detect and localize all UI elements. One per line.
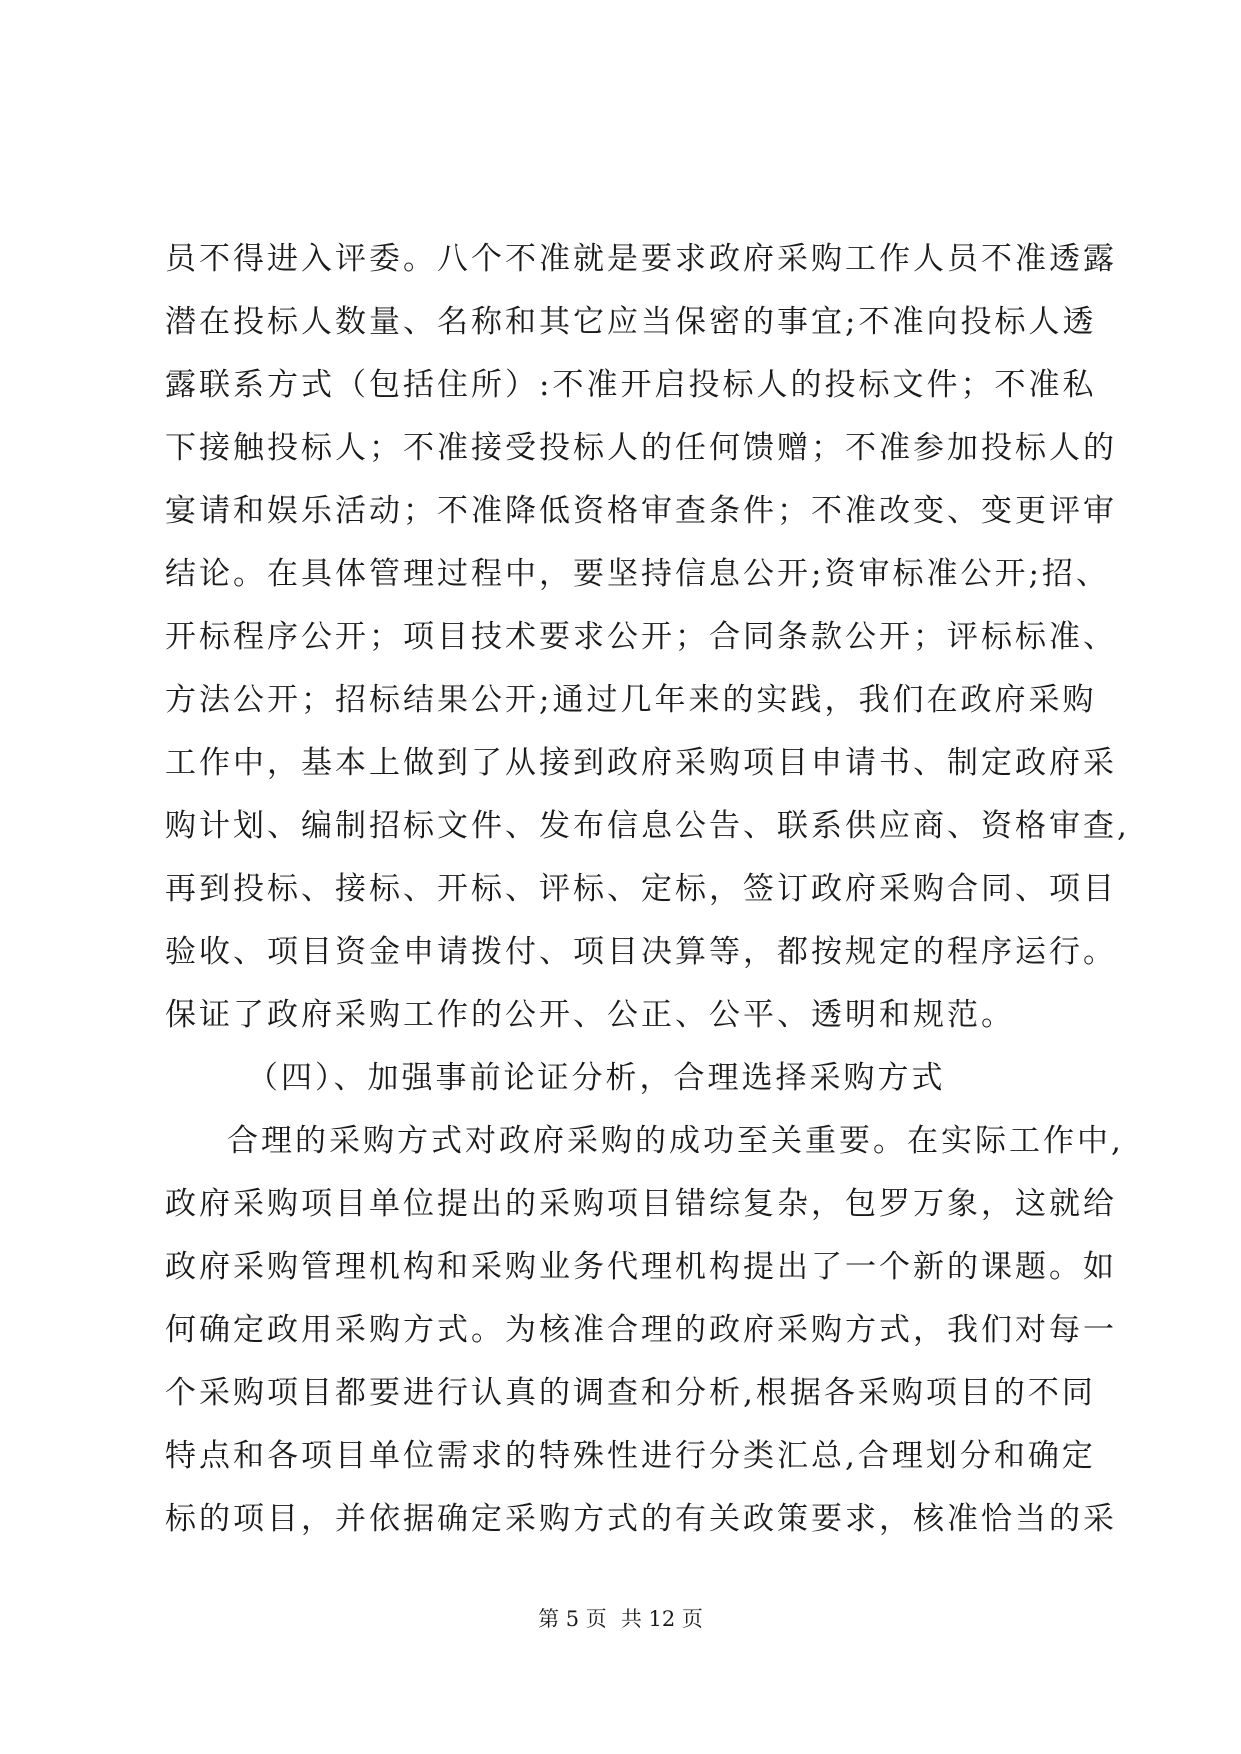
text-line: 何确定政用采购方式。为核准合理的政府采购方式，我们对每一 xyxy=(165,1312,1117,1348)
text-line: 露联系方式（包括住所）:不准开启投标人的投标文件；不准私 xyxy=(165,367,1097,403)
text-line: 政府采购管理机构和采购业务代理机构提出了一个新的课题。如 xyxy=(165,1249,1117,1285)
paragraph-first-line: 合理的采购方式对政府采购的成功至关重要。在实际工作中, xyxy=(227,1123,1124,1159)
text-line: 标的项目，并依据确定采购方式的有关政策要求，核准恰当的采 xyxy=(165,1501,1117,1537)
text-line: 工作中，基本上做到了从接到政府采购项目申请书、制定政府采 xyxy=(165,745,1117,781)
page-footer xyxy=(0,1604,1241,1634)
document-body xyxy=(165,228,1130,1551)
text-line: 潜在投标人数量、名称和其它应当保密的事宜;不准向投标人透 xyxy=(165,304,1097,340)
text-line: 购计划、编制招标文件、发布信息公告、联系供应商、资格审查, xyxy=(165,808,1130,844)
text-line: 宴请和娱乐活动；不准降低资格审查条件；不准改变、变更评审 xyxy=(165,493,1117,529)
page-number-total: 共 12 页 xyxy=(620,1607,703,1631)
text-line: 员不得进入评委。八个不准就是要求政府采购工作人员不准透露 xyxy=(165,241,1117,277)
text-line: 结论。在具体管理过程中，要坚持信息公开;资审标准公开;招、 xyxy=(165,556,1110,592)
text-line: 方法公开；招标结果公开;通过几年来的实践，我们在政府采购 xyxy=(165,682,1097,718)
section-heading: （四）、加强事前论证分析，合理选择采购方式 xyxy=(247,1060,946,1096)
text-line: 再到投标、接标、开标、评标、定标，签订政府采购合同、项目 xyxy=(165,871,1117,907)
text-line: 保证了政府采购工作的公开、公正、公平、透明和规范。 xyxy=(165,997,1015,1033)
text-line: 政府采购项目单位提出的采购项目错综复杂，包罗万象，这就给 xyxy=(165,1186,1117,1222)
text-line: 特点和各项目单位需求的特殊性进行分类汇总,合理划分和确定 xyxy=(165,1438,1096,1474)
page-number-current: 第 5 页 xyxy=(538,1607,607,1631)
text-line: 下接触投标人；不准接受投标人的任何馈赠；不准参加投标人的 xyxy=(165,430,1117,466)
text-line: 开标程序公开；项目技术要求公开；合同条款公开；评标标准、 xyxy=(165,619,1117,655)
text-line: 验收、项目资金申请拨付、项目决算等，都按规定的程序运行。 xyxy=(165,934,1117,970)
text-line: 个采购项目都要进行认真的调查和分析,根据各采购项目的不同 xyxy=(165,1375,1096,1411)
